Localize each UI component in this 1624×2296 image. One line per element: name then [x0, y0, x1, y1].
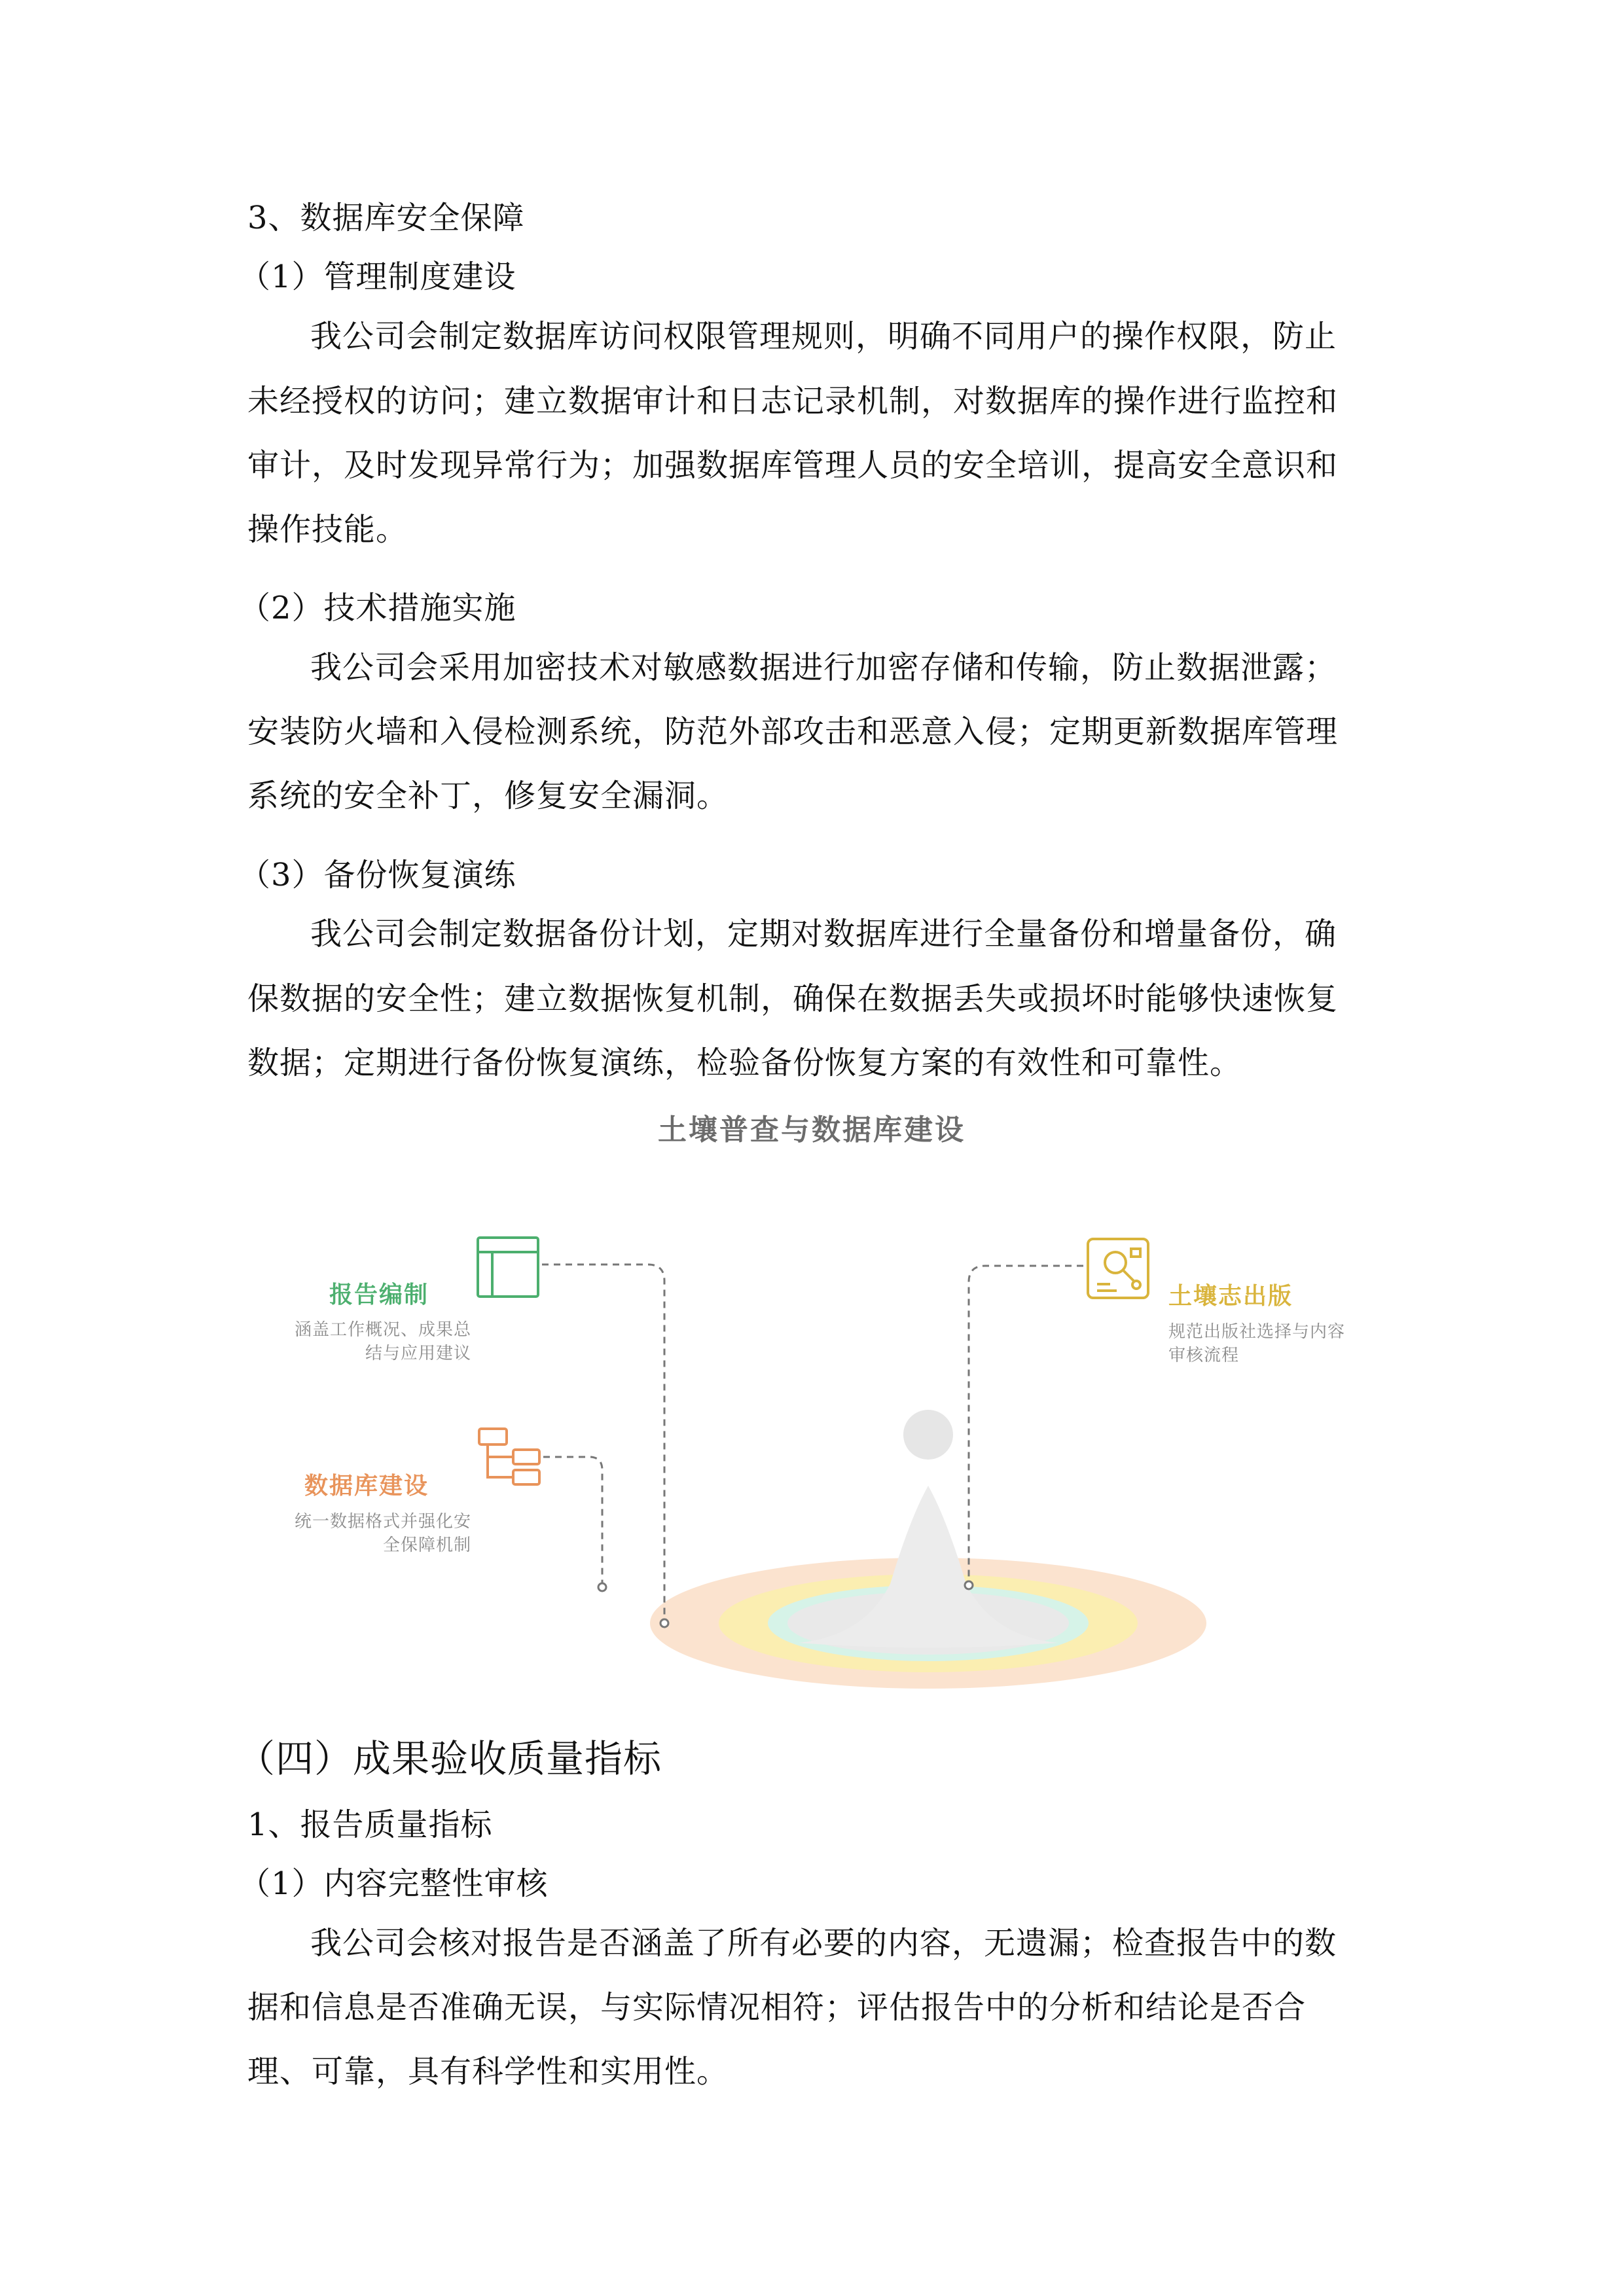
- desc-database-line: 全保障机制: [382, 1535, 471, 1555]
- label-report-compilation: 报告编制: [329, 1282, 429, 1308]
- subsection-heading: （1）内容完整性审核: [239, 1865, 549, 1902]
- paragraph-line: 未经授权的访问；建立数据审计和日志记录机制，对数据库的操作进行监控和: [247, 383, 1339, 420]
- paragraph-line: 我公司会采用加密技术对敏感数据进行加密存储和传输，防止数据泄露；: [310, 649, 1337, 686]
- desc-report-line: 结与应用建议: [365, 1344, 471, 1363]
- desc-report-line: 涵盖工作概况、成果总: [294, 1320, 471, 1340]
- paragraph-line: 安装防火墙和入侵检测系统，防范外部攻击和恶意入侵；定期更新数据库管理: [247, 713, 1339, 750]
- database-structure-icon: [479, 1429, 539, 1484]
- paragraph-line: 审计，及时发现异常行为；加强数据库管理人员的安全培训，提高安全意识和: [247, 447, 1339, 484]
- drop-sphere: [903, 1410, 953, 1460]
- paragraph-line: 理、可靠，具有科学性和实用性。: [247, 2053, 729, 2090]
- infographic-figure: [236, 1100, 1388, 1721]
- paragraph-line: 操作技能。: [247, 511, 408, 548]
- paragraph-line: 系统的安全补丁，修复安全漏洞。: [247, 778, 729, 814]
- desc-publication-line: 规范出版社选择与内容: [1168, 1322, 1346, 1342]
- subsection-heading: （2）技术措施实施: [239, 590, 516, 626]
- subsection-heading: （1）管理制度建设: [239, 259, 516, 295]
- document-layout-icon: [478, 1238, 538, 1297]
- connector-dot: [598, 1583, 606, 1591]
- label-soil-records-publication: 土壤志出版: [1168, 1283, 1293, 1310]
- desc-database-line: 统一数据格式并强化安: [294, 1512, 471, 1532]
- label-database-construction: 数据库建设: [304, 1473, 429, 1499]
- subsection-heading: （3）备份恢复演练: [239, 857, 516, 893]
- paragraph-line: 我公司会核对报告是否涵盖了所有必要的内容，无遗漏；检查报告中的数: [310, 1925, 1337, 1962]
- section-heading: 3、数据库安全保障: [247, 200, 525, 236]
- publication-icon: [1088, 1239, 1148, 1298]
- connector-dot: [660, 1619, 668, 1627]
- paragraph-line: 我公司会制定数据库访问权限管理规则，明确不同用户的操作权限，防止: [310, 318, 1337, 355]
- paragraph-line: 据和信息是否准确无误，与实际情况相符；评估报告中的分析和结论是否合: [247, 1989, 1307, 2026]
- desc-publication-line: 审核流程: [1168, 1346, 1240, 1365]
- paragraph-line: 我公司会制定数据备份计划，定期对数据库进行全量备份和增量备份，确: [310, 916, 1337, 952]
- connector-line-database: [543, 1457, 602, 1584]
- connector-dot: [965, 1581, 973, 1589]
- infographic-graphic: [236, 1100, 1388, 1721]
- chapter-heading: （四）成果验收质量指标: [237, 1736, 662, 1781]
- paragraph-line: 保数据的安全性；建立数据恢复机制，确保在数据丢失或损坏时能够快速恢复: [247, 980, 1339, 1017]
- connector-line-publication: [969, 1266, 1083, 1583]
- figure-title: 土壤普查与数据库建设: [658, 1113, 965, 1147]
- section-heading: 1、报告质量指标: [247, 1806, 493, 1843]
- paragraph-line: 数据；定期进行备份恢复演练，检验备份恢复方案的有效性和可靠性。: [247, 1045, 1242, 1081]
